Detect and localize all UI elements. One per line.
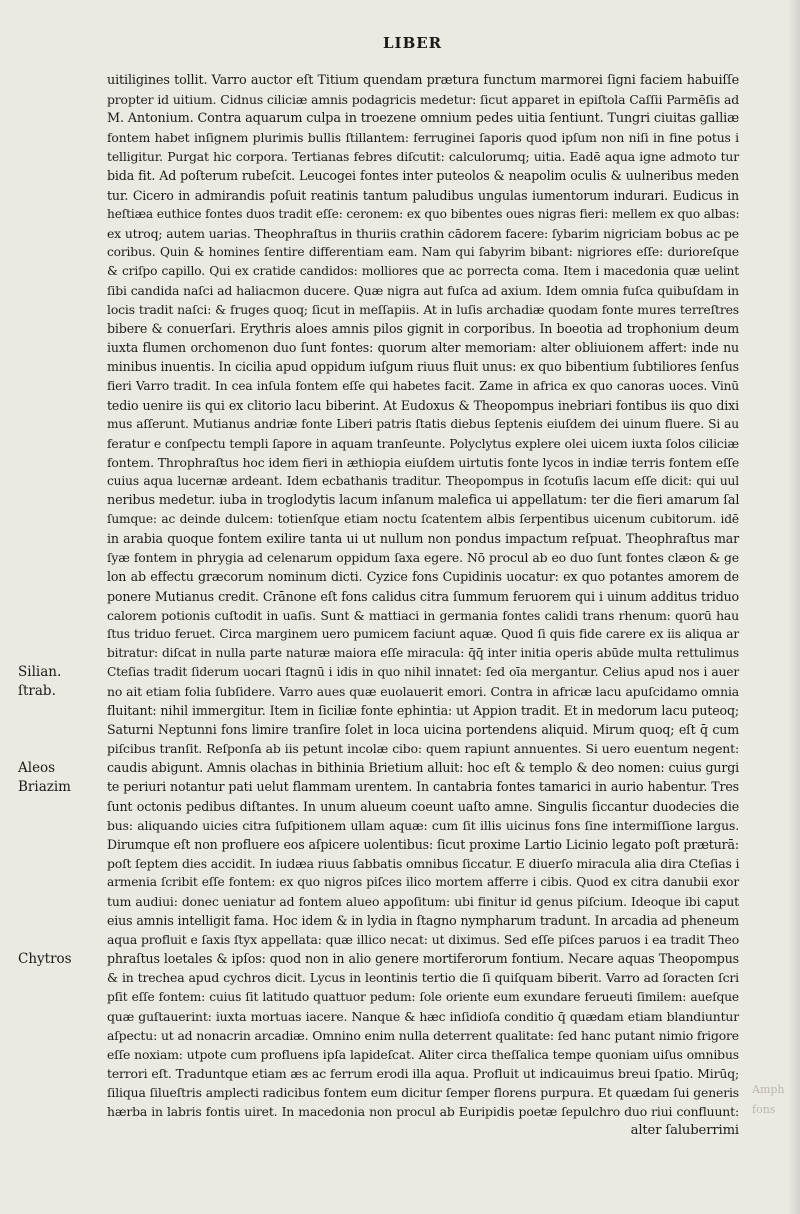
text-line: piſcibus tranſit. Reſponſa ab iis petunt incolæ cibo: quem rapiunt annuentes. Si uero euentum negent: <box>107 741 739 757</box>
text-line: tedio uenire iis qui ex clitorio lacu biberint. At Eudoxus & Theopompus inebriari fontibus iis quo dixi <box>107 397 739 413</box>
text-line: aſpectu: ut ad nonacrin arcadiæ. Omnino enim nulla deterrent qualitate: ſed hanc putant nimio frigore <box>107 1027 739 1043</box>
text-line: fontem habet inſignem plurimis bullis ſtillantem: ferruginei ſaporis quod ipſum non niſi in fine potus i <box>107 130 739 146</box>
margin-note: Briazim <box>18 778 71 795</box>
text-line: iuxta flumen orchomenon duo ſunt fontes: quorum alter memoriam: alter obliuionem affert: inde nu <box>107 340 739 356</box>
text-line: locis tradit naſci: & fruges quoq; ſicut in meſſapiis. At in luſis archadiæ quodam fonte mures terreſtres <box>107 302 739 318</box>
page-edge-shadow <box>788 0 800 1214</box>
text-line: ſunt octonis pedibus diſtantes. In unum alueum coeunt uaſto amne. Singulis ſiccantur duodecies die <box>107 798 739 814</box>
text-line: quæ guſtauerint: iuxta mortuas iacere. Nanque & hæc inſidioſa conditio q̄ quædam etiam blandiuntur <box>107 1008 739 1024</box>
margin-note: Silian. <box>18 664 62 681</box>
margin-note: ſtrab. <box>18 683 56 700</box>
text-line: tur. Cicero in admirandis poſuit reatinis tantum paludibus ungulas iumentorum indurari. Eudicus in <box>107 187 739 203</box>
text-line: & in trechea apud cychros dicit. Lycus in leontinis tertio die ſi quiſquam biberit. Varro ad ſoracten ſcri <box>107 970 739 986</box>
running-head: LIBER <box>383 34 443 52</box>
text-line: minibus inuentis. In cicilia apud oppidum iuſgum riuus fluit unus: ex quo bibentium ſubtiliores ſenſus <box>107 359 739 375</box>
main-text-column <box>107 71 739 1140</box>
text-line: cuius aqua lucernæ ardeant. Idem ecbathanis traditur. Theopompus in ſcotuſis lacum eſſe dicit: qui uul <box>107 473 739 488</box>
text-line: & criſpo capillo. Qui ex cratide candidos: molliores que ac porrecta coma. Item i macedonia quæ uelint <box>107 263 739 278</box>
text-line: heſtiæa euthice fontes duos tradit eſſe: ceronem: ex quo bibentes oues nigras fieri: mellem ex quo albas: <box>107 206 740 221</box>
text-line: lon ab effectu græcorum nominum dicti. Cyzice fons Cupidinis uocatur: ex quo potantes amorem de <box>107 569 739 585</box>
text-line: Saturni Neptunni fons limire tranſire ſolet in loca uicina portendens aliquid. Mirum quoq; eſt q̄ cum <box>107 722 739 738</box>
text-line: coribus. Quin & homines ſentire differentiam eam. Nam qui ſabyrim bibant: nigriores eſſe: durioreſque <box>107 244 739 259</box>
text-line: telligitur. Purgat hic corpora. Tertianas febres diſcutit: calculorumq; uitia. Eadē aqua igne admoto tur <box>107 149 739 165</box>
text-line: feratur e conſpectu templi ſapore in aquam tranſeunte. Polyclytus explere olei uicem iuxta ſolos ciliciæ <box>107 435 739 451</box>
text-line: caudis abigunt. Amnis olachas in bithinia Brietium alluit: hoc eſt & templo & deo nomen: cuius gurgi <box>107 760 739 776</box>
text-line: te periuri notantur pati uelut flammam urentem. In cantabria fontes tamarici in aurio habentur. Tres <box>107 779 739 795</box>
text-line: neribus medetur. iuba in troglodytis lacum inſanum malefica ui appellatum: ter die fieri amarum ſal <box>107 493 740 509</box>
text-line: no ait etiam folia ſubſidere. Varro aues quæ euolauerit emori. Contra in africæ lacu apuſcidamo omnia <box>107 684 739 699</box>
text-line: fieri Varro tradit. In cea inſula fontem eſſe qui habetes facit. Zame in africa ex quo canoras uoces. Vinū <box>107 378 739 393</box>
text-line: armenia ſcribit eſſe fontem: ex quo nigros piſces ilico mortem afferre i cibis. Quod ex citra danubii exor <box>107 874 739 889</box>
text-line: Cteſias tradit ſiderum uocari ſtagnū i idis in quo nihil innatet: ſed oīa mergantur. Celius apud nos i auer <box>107 664 739 679</box>
text-line: M. Antonium. Contra aquarum culpa in troezene omnium pedes uitia ſentiunt. Tungri ciuitas galliæ <box>107 111 739 127</box>
text-line: bida fit. Ad poſterum rubeſcit. Leucogei fontes inter puteolos & neapolim oculis & uulneribus meden <box>107 168 739 184</box>
text-line: eſſe noxiam: utpote cum profluens ipſa lapideſcat. Aliter circa theſſalica tempe quoniam uiſus omnibus <box>107 1046 739 1062</box>
text-line: ſtus triduo feruet. Circa marginem uero pumicem faciunt aquæ. Quod ſi quis fide carere ex iis aliqua ar <box>107 626 739 641</box>
text-line: poſt ſeptem dies accidit. In iudæa riuus ſabbatis omnibus ſiccatur. E diuerſo miracula alia dira Cteſias i <box>107 855 740 871</box>
text-line: fluitant: nihil immergitur. Item in ſiciliæ fonte ephintia: ut Appion tradit. Et in medorum lacu puteoq; <box>107 703 739 719</box>
text-line: eius amnis intelligit fama. Hoc idem & in lydia in ſtagno nympharum tradunt. In arcadia ad pheneum <box>107 913 739 929</box>
text-line: ſiliqua ſilueſtris amplecti radicibus fontem eum dicitur ſemper florens purpura. Et quædam ſui generis <box>107 1084 739 1100</box>
text-line: bibere & conuerſari. Erythris aloes amnis pilos gignit in corporibus. In boeotia ad trophonium deum <box>107 321 739 337</box>
text-line: tum audiui: donec ueniatur ad fontem alueo appoſitum: ubi finitur id genus piſcium. Ideoque ibi caput <box>107 894 739 910</box>
bleed-through-text <box>752 1080 792 1120</box>
text-line: ſibi candida naſci ad haliacmon ducere. Quæ nigra aut fuſca ad axium. Idem omnia fuſca quibuſdam in <box>107 283 739 299</box>
text-line: terrori eſt. Traduntque etiam æs ac ferrum erodi illa aqua. Profluit ut indicauimus breui ſpatio. Mirūq; <box>107 1065 739 1081</box>
text-line: fontem. Throphraſtus hoc idem fieri in æthiopia eiuſdem uirtutis fonte lycos in indiæ terris fontem eſſe <box>107 454 739 470</box>
text-line: ſyæ fontem in phrygia ad celenarum oppidum ſaxa egere. Nō procul ab eo duo ſunt fontes clæon & ge <box>107 550 739 566</box>
margin-note: Aleos <box>18 759 56 776</box>
text-line: bitratur: diſcat in nulla parte naturæ maiora eſſe miracula: q̄q̄ inter initia operis abūde multa rettulimus <box>107 645 739 660</box>
margin-note: Chytros <box>18 950 72 967</box>
bleed-through-word: Amph <box>752 1083 785 1096</box>
text-line: ex utroq; autem uarias. Theophraſtus in thuriis crathin cādorem facere: ſybarim nigriciam bobus ac pe <box>107 225 739 241</box>
text-line: calorem potionis cuſtodit in uaſis. Sunt & mattiaci in germania fontes calidi trans rhenum: quorū hau <box>107 607 739 623</box>
text-line: mus aſſerunt. Mutianus andriæ fonte Liberi patris ſtatis diebus ſeptenis eiuſdem dei uinum fluere. Si au <box>107 416 739 431</box>
bleed-through-word: fons <box>752 1103 776 1116</box>
text-line: bus: aliquando uicies citra ſuſpitionem ullam aquæ: cum ſit illis uicinus fons ſine intermiſſione largus. <box>107 817 739 833</box>
text-line: uitiligines tollit. Varro auctor eſt Titium quendam prætura functum marmorei ſigni faciem habuiſſe <box>107 73 739 88</box>
text-line: Dirumque eſt non profluere eos aſpicere uolentibus: ſicut proxime Lartio Licinio legato poſt præturā: <box>107 836 739 852</box>
text-line: propter id uitium. Cidnus ciliciæ amnis podagricis medetur: ſicut apparet in epiſtola Caſſii Parmēſis ad <box>107 92 739 108</box>
text-line: ponere Mutianus credit. Crānone eſt fons calidus citra ſummum feruorem qui i uinum additus triduo <box>107 588 739 604</box>
text-line: phraſtus loetales & ipſos: quod non in alio genere mortiferorum fontium. Necare aquas Theopompus <box>107 951 739 967</box>
text-line: in arabia quoque fontem exilire tanta ui ut nullum non pondus impactum reſpuat. Theophraſtus mar <box>107 531 739 547</box>
text-line: aqua profluit e ſaxis ſtyx appellata: quæ illico necat: ut diximus. Sed eſſe piſces paruos i ea tradit Theo <box>107 932 739 948</box>
text-line: pſit eſſe fontem: cuius ſit latitudo quattuor pedum: ſole oriente eum exundare ferueuti ſimilem: aueſque <box>107 989 739 1004</box>
text-line: hærba in labris fontis uiret. In macedonia non procul ab Euripidis poetæ ſepulchro duo riui confluunt: <box>107 1104 739 1120</box>
text-line: alter ſaluberrimi <box>630 1123 739 1139</box>
text-line: ſumque: ac deinde dulcem: totienſque etiam noctu ſcatentem albis ſerpentibus uicenum cubitorum. idē <box>107 512 739 527</box>
